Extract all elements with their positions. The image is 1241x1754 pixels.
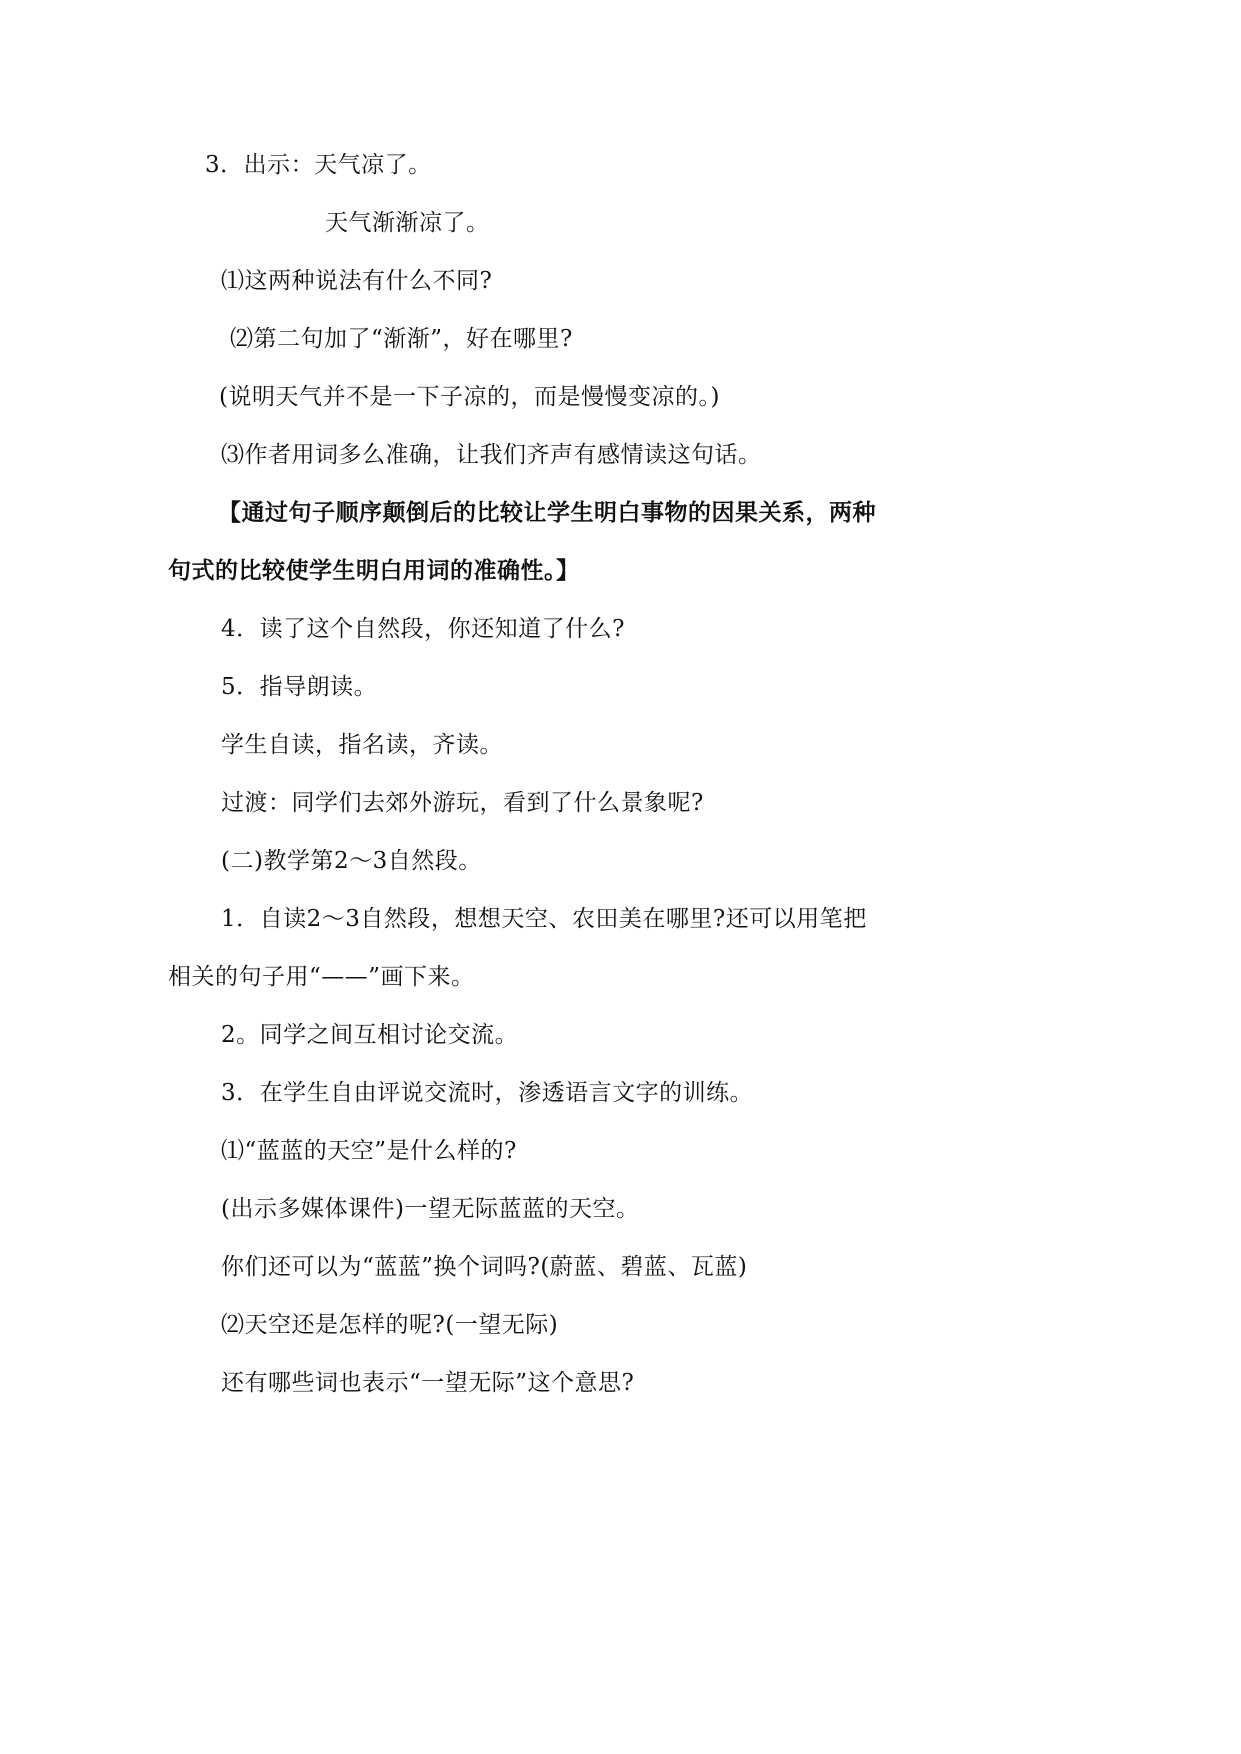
- synonym-question-2: 还有哪些词也表示“一望无际”这个意思?: [221, 1370, 635, 1396]
- step-1-line-1: 1．自读2～3自然段，想想天空、农田美在哪里?还可以用笔把: [221, 906, 867, 932]
- design-note-line-1: 【通过句子顺序颠倒后的比较让学生明白事物的因果关系，两种: [218, 499, 876, 526]
- sub-question-2: ⑵天空还是怎样的呢?(一望无际): [221, 1312, 559, 1338]
- question-3: ⑶作者用词多么准确，让我们齐声有感情读这句话。: [221, 442, 762, 468]
- step-2: 2。同学之间互相讨论交流。: [221, 1022, 519, 1048]
- reading-modes: 学生自读，指名读，齐读。: [221, 732, 503, 758]
- explanation-note: (说明天气并不是一下子凉的，而是慢慢变凉的。): [219, 384, 720, 410]
- transition: 过渡：同学们去郊外游玩，看到了什么景象呢?: [221, 790, 704, 816]
- question-2: ⑵第二句加了“渐渐”，好在哪里?: [230, 326, 573, 352]
- step-1-line-2: 相关的句子用“——”画下来。: [168, 964, 475, 990]
- step-3: 3．在学生自由评说交流时，渗透语言文字的训练。: [221, 1080, 754, 1106]
- question-1: ⑴这两种说法有什么不同?: [221, 268, 493, 294]
- multimedia-note: (出示多媒体课件)一望无际蓝蓝的天空。: [221, 1196, 640, 1222]
- sub-question-1: ⑴“蓝蓝的天空”是什么样的?: [221, 1138, 517, 1164]
- design-note-line-2: 句式的比较使学生明白用词的准确性。】: [168, 557, 580, 584]
- section-2-heading: (二)教学第2～3自然段。: [221, 848, 482, 874]
- step-3-show: 3．出示：天气凉了。: [205, 152, 432, 178]
- step-5: 5．指导朗读。: [221, 674, 378, 700]
- step-4: 4．读了这个自然段，你还知道了什么?: [221, 616, 625, 642]
- synonym-question: 你们还可以为“蓝蓝”换个词吗?(蔚蓝、碧蓝、瓦蓝): [221, 1254, 748, 1280]
- example-sentence-2: 天气渐渐凉了。: [325, 210, 490, 236]
